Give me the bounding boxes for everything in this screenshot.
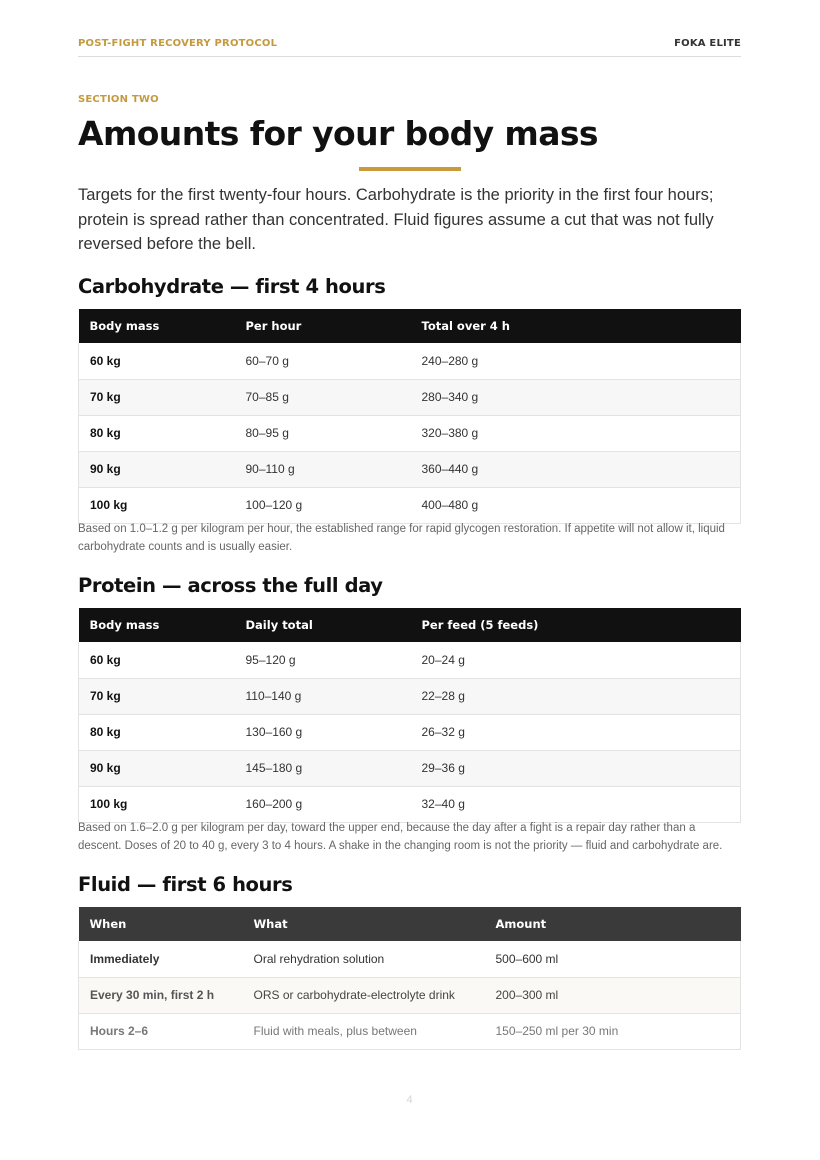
table-cell: 100 kg [79,487,235,523]
table-cell: 145–180 g [235,750,411,786]
table-row [79,1013,741,1049]
table-cell: 360–440 g [411,451,741,487]
fluid-heading: Fluid — first 6 hours [78,873,293,896]
table-row [79,977,741,1013]
page-number: 4 [406,1094,413,1106]
table-cell: 70–85 g [235,379,411,415]
table-cell: 80 kg [79,415,235,451]
table-row [79,343,741,379]
table-row [79,941,741,977]
column-header: Daily total [235,608,411,642]
table-header-row [79,608,741,642]
carbohydrate-table [78,309,741,524]
table-cell: 160–200 g [235,786,411,822]
table-cell: 100–120 g [235,487,411,523]
table-cell: 110–140 g [235,678,411,714]
fluid-table [78,907,741,1050]
column-header: Total over 4 h [411,309,741,343]
table-cell: 60 kg [79,642,235,678]
table-cell: 280–340 g [411,379,741,415]
table-header-row [79,907,741,941]
column-header: Per feed (5 feeds) [411,608,741,642]
column-header: Amount [485,907,741,941]
table-cell: 22–28 g [411,678,741,714]
page-title: Amounts for your body mass [78,114,598,153]
table-cell: 70 kg [79,678,235,714]
table-row [79,451,741,487]
table-cell: 29–36 g [411,750,741,786]
table-cell: Fluid with meals, plus between [243,1013,485,1049]
table-cell: 400–480 g [411,487,741,523]
table-cell: Hours 2–6 [79,1013,243,1049]
column-header: Body mass [79,309,235,343]
table-row [79,487,741,523]
table-cell: ORS or carbohydrate-electrolyte drink [243,977,485,1013]
table-row [79,642,741,678]
section-label: SECTION TWO [78,94,159,105]
column-header: What [243,907,485,941]
table-row [79,678,741,714]
table-cell: 320–380 g [411,415,741,451]
table-row [79,714,741,750]
table-cell: 100 kg [79,786,235,822]
table-row [79,750,741,786]
table-cell: 95–120 g [235,642,411,678]
carbohydrate-note: Based on 1.0–1.2 g per kilogram per hour, the established range for rapid glycogen restoration. If appetite will not allow it, liquid carbohydrate counts and is usually easier. [78,523,725,553]
table-cell: 70 kg [79,379,235,415]
running-header [78,38,741,57]
table-cell: 90 kg [79,750,235,786]
table-cell: 240–280 g [411,343,741,379]
table-header-row [79,309,741,343]
table-cell: 20–24 g [411,642,741,678]
header-brand: FOKA ELITE [674,38,741,49]
table-cell: Immediately [79,941,243,977]
table-cell: Oral rehydration solution [243,941,485,977]
table-cell: 150–250 ml per 30 min [485,1013,741,1049]
table-cell: 60 kg [79,343,235,379]
intro-paragraph: Targets for the first twenty-four hours. Carbohydrate is the priority in the first four hours; protein is spread rather than concentrated. Fluid figures assume a cut that was not fully reversed before the bell. [78,186,714,253]
table-cell: 90–110 g [235,451,411,487]
table-row [79,786,741,822]
column-header: Per hour [235,309,411,343]
title-accent-rule [359,167,461,171]
table-cell: 200–300 ml [485,977,741,1013]
column-header: When [79,907,243,941]
table-cell: 32–40 g [411,786,741,822]
protein-heading: Protein — across the full day [78,574,383,597]
table-row [79,415,741,451]
header-doc-title: POST-FIGHT RECOVERY PROTOCOL [78,38,278,49]
protein-table [78,608,741,823]
table-cell: 500–600 ml [485,941,741,977]
table-cell: 90 kg [79,451,235,487]
table-cell: 80–95 g [235,415,411,451]
table-cell: 130–160 g [235,714,411,750]
table-cell: Every 30 min, first 2 h [79,977,243,1013]
table-cell: 60–70 g [235,343,411,379]
table-cell: 80 kg [79,714,235,750]
table-cell: 26–32 g [411,714,741,750]
table-row [79,379,741,415]
carbohydrate-heading: Carbohydrate — first 4 hours [78,275,386,298]
protein-note: Based on 1.6–2.0 g per kilogram per day, toward the upper end, because the day after a fight is a repair day rather than a descent. Doses of 20 to 40 g, every 3 to 4 hours. A shake in the changing room is not the priority — fluid and carbohydrate are. [78,822,723,852]
column-header: Body mass [79,608,235,642]
